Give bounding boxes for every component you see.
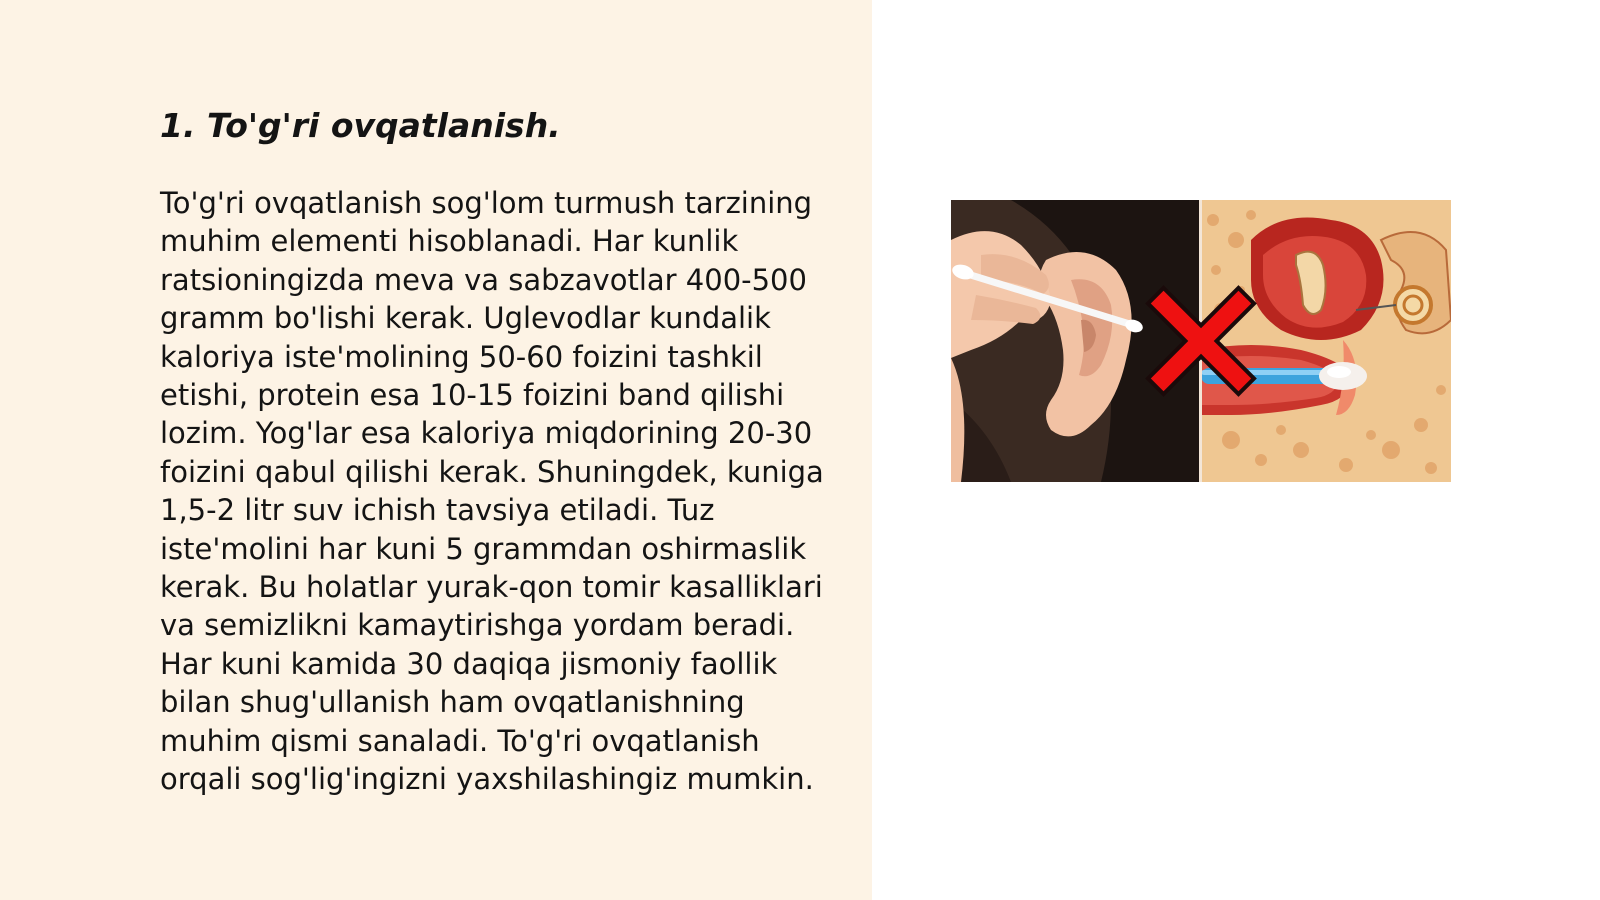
ear-photo	[951, 200, 1201, 482]
ear-anatomy-diagram	[1201, 200, 1451, 482]
ear-cleaning-illustration	[951, 200, 1451, 482]
section-heading: 1. To'g'ri ovqatlanish.	[160, 106, 561, 145]
body-paragraph: To'g'ri ovqatlanish sog'lom turmush tarzining muhim elementi hisoblanadi. Har kunlik ratsioningizda meva va sabzavotlar 400-500 gramm bo'lishi kerak. Uglevodlar kundalik kaloriya iste'molining 50-60 foizini tashkil etishi, protein esa 10-15 foizini band qilishi lozim. Yog'lar esa kaloriya miqdorining 20-30 foizini qabul qilishi kerak. Shuningdek, kuniga 1,5-2 litr suv ichish tavsiya etiladi. Tuz iste'molini har kuni 5 grammdan oshirmaslik kerak. Bu holatlar yurak-qon tomir kasalliklari va semizlikni kamaytirishga yordam beradi. Har kuni kamida 30 daqiqa jismoniy faollik bilan shug'ullanish ham ovqatlanishning muhim qismi sanaladi. To'g'ri ovqatlanish orqali sog'lig'ingizni yaxshilashingiz mumkin.	[160, 186, 824, 797]
